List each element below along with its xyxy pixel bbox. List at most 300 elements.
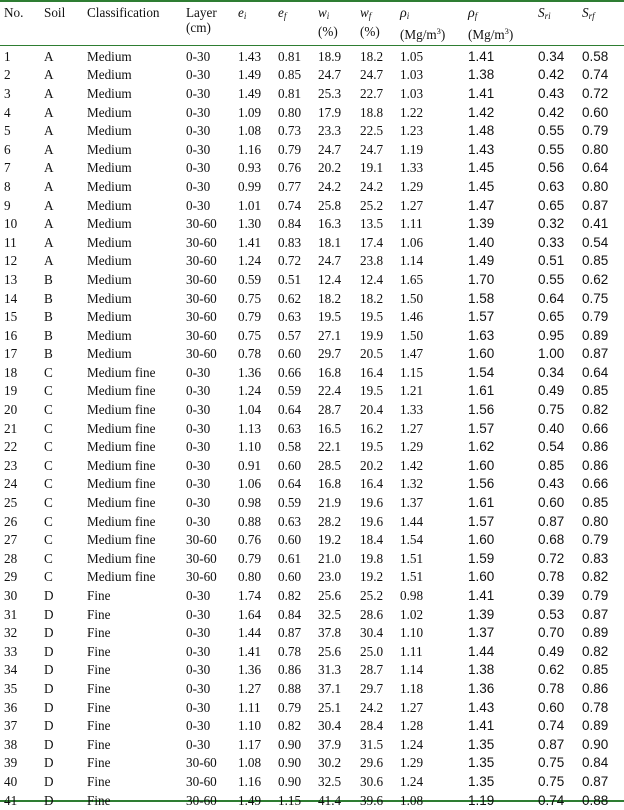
- cell-wf: 18.4: [360, 532, 384, 548]
- cell-ei: 1.16: [238, 141, 262, 157]
- cell-rhof: 1.56: [468, 402, 495, 418]
- cell-sri: 0.40: [538, 420, 565, 436]
- cell-ei: 1.06: [238, 476, 262, 492]
- cell-wi: 18.1: [318, 234, 342, 250]
- table-row: [0, 326, 624, 345]
- cell-soil: A: [44, 104, 54, 120]
- cell-rhof: 1.41: [468, 588, 495, 604]
- table-row: [0, 364, 624, 383]
- cell-rhof: 1.70: [468, 271, 495, 287]
- cell-sri: 0.62: [538, 662, 565, 678]
- cell-layer: 0-30: [186, 606, 211, 622]
- cell-rhoi: 1.08: [400, 792, 424, 808]
- cell-rhof: 1.57: [468, 513, 495, 529]
- cell-wf: 30.4: [360, 625, 384, 641]
- cell-srf: 0.80: [582, 178, 609, 194]
- cell-classification: Medium fine: [87, 420, 156, 436]
- cell-layer: 0-30: [186, 625, 211, 641]
- cell-wi: 30.4: [318, 718, 342, 734]
- cell-wf: 28.6: [360, 606, 384, 622]
- cell-classification: Fine: [87, 606, 111, 622]
- cell-layer: 0-30: [186, 476, 211, 492]
- cell-ei: 1.10: [238, 718, 262, 734]
- cell-wf: 18.2: [360, 48, 384, 64]
- cell-layer: 30-60: [186, 532, 217, 548]
- table-row: [0, 382, 624, 401]
- cell-soil: D: [44, 792, 54, 808]
- cell-srf: 0.79: [582, 588, 609, 604]
- cell-srf: 0.86: [582, 457, 609, 473]
- cell-soil: D: [44, 736, 54, 752]
- cell-rhoi: 1.23: [400, 123, 424, 139]
- cell-layer: 0-30: [186, 383, 211, 399]
- cell-ef: 0.64: [278, 402, 302, 418]
- cell-ei: 0.79: [238, 550, 262, 566]
- cell-rhof: 1.60: [468, 532, 495, 548]
- cell-rhoi: 1.29: [400, 178, 424, 194]
- cell-classification: Medium: [87, 271, 132, 287]
- cell-ei: 0.75: [238, 290, 262, 306]
- cell-classification: Medium: [87, 309, 132, 325]
- cell-sri: 0.87: [538, 736, 565, 752]
- cell-sri: 0.65: [538, 309, 565, 325]
- cell-no: 14: [4, 290, 18, 306]
- cell-ef: 0.60: [278, 457, 302, 473]
- cell-rhoi: 1.06: [400, 234, 424, 250]
- cell-rhoi: 1.29: [400, 755, 424, 771]
- cell-wf: 16.2: [360, 420, 384, 436]
- cell-rhof: 1.60: [468, 346, 495, 362]
- cell-wi: 25.6: [318, 643, 342, 659]
- cell-ef: 0.51: [278, 271, 302, 287]
- cell-wf: 12.4: [360, 271, 384, 287]
- cell-ef: 0.90: [278, 755, 302, 771]
- cell-classification: Fine: [87, 588, 111, 604]
- cell-classification: Medium: [87, 216, 132, 232]
- cell-rhof: 1.62: [468, 439, 495, 455]
- cell-ef: 0.77: [278, 178, 302, 194]
- cell-wi: 18.2: [318, 290, 342, 306]
- cell-wf: 19.6: [360, 495, 384, 511]
- cell-no: 11: [4, 234, 17, 250]
- cell-srf: 0.89: [582, 327, 609, 343]
- cell-sri: 0.55: [538, 123, 565, 139]
- cell-ei: 1.24: [238, 253, 262, 269]
- cell-no: 13: [4, 271, 18, 287]
- cell-ei: 0.80: [238, 569, 262, 585]
- cell-rhoi: 1.21: [400, 383, 424, 399]
- cell-wi: 24.7: [318, 141, 342, 157]
- cell-wi: 37.9: [318, 736, 342, 752]
- cell-soil: A: [44, 216, 54, 232]
- cell-wi: 22.1: [318, 439, 342, 455]
- cell-ef: 0.80: [278, 104, 302, 120]
- cell-rhoi: 1.03: [400, 67, 424, 83]
- table-row: [0, 45, 624, 66]
- table-row: [0, 289, 624, 308]
- cell-ef: 0.63: [278, 309, 302, 325]
- cell-classification: Medium fine: [87, 569, 156, 585]
- table-row: [0, 66, 624, 85]
- cell-wf: 19.9: [360, 327, 384, 343]
- cell-rhoi: 1.18: [400, 680, 424, 696]
- cell-rhof: 1.60: [468, 569, 495, 585]
- cell-wf: 17.4: [360, 234, 384, 250]
- cell-layer: 30-60: [186, 346, 217, 362]
- cell-soil: D: [44, 662, 54, 678]
- cell-rhof: 1.54: [468, 364, 495, 380]
- cell-srf: 0.41: [582, 216, 609, 232]
- cell-classification: Medium: [87, 327, 132, 343]
- cell-ei: 0.59: [238, 271, 262, 287]
- cell-ef: 0.60: [278, 569, 302, 585]
- cell-sri: 0.72: [538, 550, 565, 566]
- cell-layer: 30-60: [186, 792, 217, 808]
- table-row: [0, 698, 624, 717]
- cell-ef: 0.59: [278, 383, 302, 399]
- cell-ef: 0.72: [278, 253, 302, 269]
- cell-srf: 0.58: [582, 48, 609, 64]
- cell-classification: Medium fine: [87, 550, 156, 566]
- cell-classification: Medium: [87, 104, 132, 120]
- cell-classification: Medium: [87, 178, 132, 194]
- cell-sri: 0.63: [538, 178, 565, 194]
- cell-sri: 0.75: [538, 755, 565, 771]
- cell-no: 9: [4, 197, 11, 213]
- cell-ei: 0.76: [238, 532, 262, 548]
- table-row: [0, 494, 624, 513]
- table-row: [0, 735, 624, 754]
- cell-rhof: 1.48: [468, 123, 495, 139]
- cell-no: 16: [4, 327, 18, 343]
- cell-wf: 19.2: [360, 569, 384, 585]
- cell-ef: 0.73: [278, 123, 302, 139]
- cell-no: 24: [4, 476, 18, 492]
- cell-soil: D: [44, 718, 54, 734]
- cell-ef: 0.63: [278, 513, 302, 529]
- cell-layer: 0-30: [186, 662, 211, 678]
- cell-rhof: 1.63: [468, 327, 495, 343]
- cell-rhof: 1.45: [468, 160, 495, 176]
- cell-sri: 0.55: [538, 271, 565, 287]
- cell-classification: Medium: [87, 48, 132, 64]
- cell-srf: 0.86: [582, 439, 609, 455]
- cell-ef: 0.62: [278, 290, 302, 306]
- cell-classification: Medium: [87, 123, 132, 139]
- cell-sri: 0.42: [538, 104, 565, 120]
- cell-wf: 24.2: [360, 178, 384, 194]
- cell-rhoi: 1.37: [400, 495, 424, 511]
- cell-soil: D: [44, 643, 54, 659]
- table-row: [0, 624, 624, 643]
- cell-wi: 19.5: [318, 309, 342, 325]
- cell-no: 39: [4, 755, 18, 771]
- cell-layer: 0-30: [186, 588, 211, 604]
- cell-soil: D: [44, 699, 54, 715]
- cell-ei: 0.93: [238, 160, 262, 176]
- cell-ef: 0.63: [278, 420, 302, 436]
- cell-sri: 0.49: [538, 383, 565, 399]
- cell-rhof: 1.59: [468, 550, 495, 566]
- cell-no: 4: [4, 104, 11, 120]
- cell-rhof: 1.36: [468, 680, 495, 696]
- cell-ei: 0.78: [238, 346, 262, 362]
- cell-ei: 0.98: [238, 495, 262, 511]
- cell-wf: 19.5: [360, 383, 384, 399]
- cell-classification: Medium: [87, 290, 132, 306]
- cell-wf: 19.5: [360, 309, 384, 325]
- cell-rhoi: 1.51: [400, 550, 424, 566]
- cell-sri: 0.32: [538, 216, 565, 232]
- cell-wi: 32.5: [318, 773, 342, 789]
- cell-sri: 0.43: [538, 85, 565, 101]
- cell-wf: 22.7: [360, 85, 384, 101]
- cell-no: 30: [4, 588, 18, 604]
- header-row: [0, 2, 624, 45]
- cell-ei: 1.43: [238, 48, 262, 64]
- cell-wi: 28.5: [318, 457, 342, 473]
- cell-no: 12: [4, 253, 18, 269]
- cell-soil: D: [44, 625, 54, 641]
- cell-rhof: 1.39: [468, 606, 495, 622]
- cell-sri: 0.49: [538, 643, 565, 659]
- cell-rhoi: 1.22: [400, 104, 424, 120]
- cell-rhof: 1.43: [468, 141, 495, 157]
- cell-soil: A: [44, 160, 54, 176]
- cell-rhof: 1.45: [468, 178, 495, 194]
- col-header-wi: $w_i$ (%): [318, 5, 338, 39]
- cell-classification: Fine: [87, 643, 111, 659]
- cell-no: 18: [4, 364, 18, 380]
- cell-layer: 0-30: [186, 141, 211, 157]
- cell-no: 34: [4, 662, 18, 678]
- cell-rhof: 1.39: [468, 216, 495, 232]
- cell-soil: D: [44, 588, 54, 604]
- cell-no: 8: [4, 178, 11, 194]
- cell-classification: Medium fine: [87, 383, 156, 399]
- cell-wf: 29.6: [360, 755, 384, 771]
- cell-wi: 25.6: [318, 588, 342, 604]
- cell-wf: 29.7: [360, 680, 384, 696]
- cell-ei: 1.49: [238, 792, 262, 808]
- cell-wf: 16.4: [360, 476, 384, 492]
- cell-rhof: 1.61: [468, 495, 495, 511]
- table-row: [0, 643, 624, 662]
- cell-ei: 1.08: [238, 123, 262, 139]
- cell-rhoi: 1.10: [400, 625, 424, 641]
- cell-rhoi: 1.33: [400, 402, 424, 418]
- cell-rhof: 1.61: [468, 383, 495, 399]
- cell-wi: 25.1: [318, 699, 342, 715]
- cell-ef: 1.15: [278, 792, 302, 808]
- cell-srf: 0.84: [582, 755, 609, 771]
- table-row: [0, 605, 624, 624]
- cell-rhoi: 1.05: [400, 48, 424, 64]
- col-header-sri: $S_{ri}$: [538, 5, 551, 21]
- cell-rhoi: 1.47: [400, 346, 424, 362]
- cell-ei: 1.74: [238, 588, 262, 604]
- cell-no: 32: [4, 625, 18, 641]
- cell-sri: 0.34: [538, 364, 565, 380]
- cell-no: 41: [4, 792, 18, 808]
- cell-classification: Fine: [87, 718, 111, 734]
- cell-layer: 0-30: [186, 364, 211, 380]
- col-header-ei: $e_i$: [238, 5, 247, 21]
- cell-rhoi: 1.28: [400, 718, 424, 734]
- cell-rhof: 1.58: [468, 290, 495, 306]
- table-row: [0, 512, 624, 531]
- cell-classification: Medium: [87, 234, 132, 250]
- cell-layer: 30-60: [186, 216, 217, 232]
- cell-classification: Medium: [87, 85, 132, 101]
- cell-wi: 31.3: [318, 662, 342, 678]
- cell-layer: 0-30: [186, 699, 211, 715]
- cell-ef: 0.82: [278, 588, 302, 604]
- cell-sri: 1.00: [538, 346, 565, 362]
- cell-srf: 0.89: [582, 718, 609, 734]
- cell-ei: 1.11: [238, 699, 261, 715]
- cell-no: 20: [4, 402, 18, 418]
- cell-rhof: 1.35: [468, 755, 495, 771]
- cell-wi: 20.2: [318, 160, 342, 176]
- cell-rhof: 1.47: [468, 197, 495, 213]
- table-row: [0, 196, 624, 215]
- cell-no: 19: [4, 383, 18, 399]
- cell-layer: 0-30: [186, 718, 211, 734]
- cell-wf: 19.8: [360, 550, 384, 566]
- table-row: [0, 308, 624, 327]
- cell-srf: 0.79: [582, 532, 609, 548]
- cell-sri: 0.74: [538, 718, 565, 734]
- cell-soil: C: [44, 550, 53, 566]
- cell-classification: Medium: [87, 346, 132, 362]
- cell-wf: 19.1: [360, 160, 384, 176]
- cell-rhof: 1.35: [468, 736, 495, 752]
- cell-wi: 22.4: [318, 383, 342, 399]
- cell-soil: B: [44, 309, 53, 325]
- cell-rhoi: 1.29: [400, 439, 424, 455]
- cell-layer: 30-60: [186, 271, 217, 287]
- cell-wi: 25.3: [318, 85, 342, 101]
- cell-ef: 0.76: [278, 160, 302, 176]
- cell-classification: Fine: [87, 736, 111, 752]
- cell-srf: 0.60: [582, 104, 609, 120]
- cell-soil: D: [44, 773, 54, 789]
- cell-wi: 28.7: [318, 402, 342, 418]
- table-row: [0, 438, 624, 457]
- cell-rhof: 1.56: [468, 476, 495, 492]
- cell-wi: 16.5: [318, 420, 342, 436]
- cell-sri: 0.39: [538, 588, 565, 604]
- cell-no: 22: [4, 439, 18, 455]
- cell-no: 29: [4, 569, 18, 585]
- cell-srf: 0.85: [582, 383, 609, 399]
- cell-soil: B: [44, 327, 53, 343]
- cell-srf: 0.87: [582, 606, 609, 622]
- cell-layer: 0-30: [186, 85, 211, 101]
- table-row: [0, 252, 624, 271]
- cell-rhoi: 1.14: [400, 662, 424, 678]
- cell-classification: Fine: [87, 755, 111, 771]
- cell-no: 21: [4, 420, 18, 436]
- cell-rhoi: 1.02: [400, 606, 424, 622]
- cell-layer: 30-60: [186, 773, 217, 789]
- cell-soil: C: [44, 402, 53, 418]
- cell-rhof: 1.41: [468, 85, 495, 101]
- col-header-rhoi: $\rho_i$ $(Mg/m^3)$: [400, 6, 446, 42]
- cell-soil: C: [44, 476, 53, 492]
- cell-soil: C: [44, 383, 53, 399]
- table-row: [0, 233, 624, 252]
- cell-wi: 24.7: [318, 67, 342, 83]
- table-body: [0, 45, 624, 810]
- cell-wi: 25.8: [318, 197, 342, 213]
- cell-ef: 0.85: [278, 67, 302, 83]
- table-row: [0, 345, 624, 364]
- cell-sri: 0.43: [538, 476, 565, 492]
- cell-rhof: 1.49: [468, 253, 495, 269]
- cell-rhof: 1.43: [468, 699, 495, 715]
- cell-ei: 0.75: [238, 327, 262, 343]
- cell-sri: 0.75: [538, 773, 565, 789]
- cell-ei: 0.79: [238, 309, 262, 325]
- cell-wf: 20.2: [360, 457, 384, 473]
- cell-layer: 30-60: [186, 550, 217, 566]
- cell-no: 2: [4, 67, 11, 83]
- cell-wi: 16.8: [318, 364, 342, 380]
- cell-sri: 0.70: [538, 625, 565, 641]
- cell-rhoi: 0.98: [400, 588, 424, 604]
- cell-wf: 20.5: [360, 346, 384, 362]
- cell-classification: Medium fine: [87, 457, 156, 473]
- cell-ef: 0.81: [278, 85, 302, 101]
- cell-sri: 0.60: [538, 495, 565, 511]
- cell-soil: A: [44, 178, 54, 194]
- cell-classification: Medium: [87, 160, 132, 176]
- col-header-rhof: $\rho_f$ $(Mg/m^3)$: [468, 6, 514, 42]
- cell-no: 23: [4, 457, 18, 473]
- cell-ei: 1.09: [238, 104, 262, 120]
- cell-ef: 0.88: [278, 680, 302, 696]
- cell-srf: 0.80: [582, 141, 609, 157]
- cell-ef: 0.64: [278, 476, 302, 492]
- cell-ei: 1.30: [238, 216, 262, 232]
- cell-wi: 24.7: [318, 253, 342, 269]
- cell-layer: 0-30: [186, 643, 211, 659]
- cell-soil: A: [44, 123, 54, 139]
- cell-rhoi: 1.33: [400, 160, 424, 176]
- table-row: [0, 103, 624, 122]
- cell-rhoi: 1.11: [400, 643, 423, 659]
- cell-soil: C: [44, 457, 53, 473]
- cell-sri: 0.54: [538, 439, 565, 455]
- cell-wf: 19.6: [360, 513, 384, 529]
- cell-ef: 0.83: [278, 234, 302, 250]
- cell-soil: B: [44, 290, 53, 306]
- cell-ei: 1.16: [238, 773, 262, 789]
- cell-rhoi: 1.24: [400, 773, 424, 789]
- cell-ei: 1.49: [238, 67, 262, 83]
- cell-sri: 0.68: [538, 532, 565, 548]
- cell-srf: 0.82: [582, 402, 609, 418]
- table-header: [0, 2, 624, 45]
- cell-srf: 0.64: [582, 364, 609, 380]
- cell-ei: 1.64: [238, 606, 262, 622]
- cell-srf: 0.87: [582, 197, 609, 213]
- cell-srf: 0.72: [582, 85, 609, 101]
- cell-ef: 0.82: [278, 718, 302, 734]
- cell-ef: 0.81: [278, 48, 302, 64]
